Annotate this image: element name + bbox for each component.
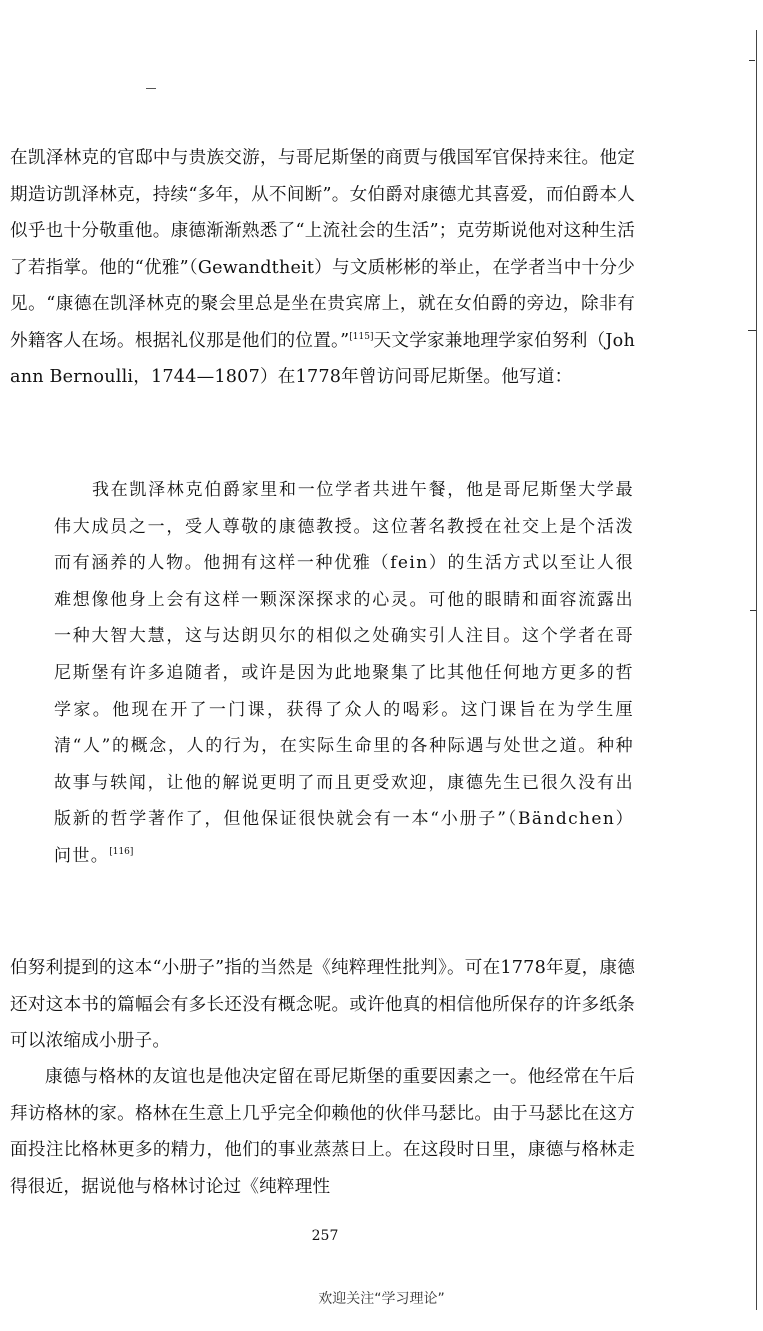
footnote-ref-116: [116]: [109, 846, 134, 857]
paragraph-green-friendship: 康德与格林的友谊也是他决定留在哥尼斯堡的重要因素之一。他经常在午后拜访格林的家。格林在生意上几乎完全仰赖他的伙伴马瑟比。由于马瑟比在这方面投注比格林更多的精力，他们的事业蒸蒸日上。在这段时日里，康德与格林走得很近，据说他与格林讨论过《纯粹理性: [10, 1067, 635, 1197]
paragraph-bernoulli: 伯努利提到的这本“小册子”指的当然是《纯粹理性批判》。可在1778年夏，康德还对这本书的篇幅会有多长还没有概念呢。或许他真的相信他所保存的许多纸条可以浓缩成小册子。: [10, 958, 635, 1051]
block-quote-text: 我在凯泽林克伯爵家里和一位学者共进午餐，他是哥尼斯堡大学最伟大成员之一，受人尊敬的康德教授。这位著名教授在社交上是个活泼而有涵养的人物。他拥有这样一种优雅（fein）的生活方式以至让人很难想像他身上会有这样一颗深深探求的心灵。可他的眼睛和面容流露出一种大智大慧，这与达朗贝尔的相似之处确实引人注目。这个学者在哥尼斯堡有许多追随者，或许是因为此地聚集了比其他任何地方更多的哲学家。他现在开了一门课，获得了众人的喝彩。这门课旨在为学生厘清“人”的概念，人的行为，在实际生命里的各种际遇与处世之道。种种故事与轶闻，让他的解说更明了而且更受欢迎，康德先生已很久没有出版新的哲学著作了，但他保证很快就会有一本“小册子”（Bändchen）问世。: [54, 480, 634, 866]
block-quote: [54, 472, 634, 875]
paragraph-opening-text: 在凯泽林克的官邸中与贵族交游，与哥尼斯堡的商贾与俄国军官保持来往。他定期造访凯泽林克，持续“多年，从不间断”。女伯爵对康德尤其喜爱，而伯爵本人似乎也十分敬重他。康德渐渐熟悉了“上流社会的生活”；克劳斯说他对这种生活了若指掌。他的“优雅”（Gewandtheit）与文质彬彬的举止，在学者当中十分少见。“康德在凯泽林克的聚会里总是坐在贵宾席上，就在女伯爵的旁边，除非有外籍客人在场。根据礼仪那是他们的位置。”: [10, 148, 635, 351]
scan-edge-line: [756, 30, 757, 1310]
scan-edge-tick: [749, 60, 755, 61]
scan-edge-tick: [750, 610, 756, 611]
scan-edge-tick: [748, 330, 756, 331]
paragraph-opening-end: 天文学家兼地理学家伯努利（Johann Bernoulli，1744—1807）在1778年曾访问哥尼斯堡。他写道：: [10, 330, 635, 387]
watermark-footer: 欢迎关注“学习理论”: [318, 1291, 445, 1307]
page-number: 257: [311, 1228, 339, 1244]
scan-speck: [146, 88, 156, 89]
paragraph-opening: [10, 140, 635, 396]
footnote-ref-115: [115]: [349, 331, 374, 342]
